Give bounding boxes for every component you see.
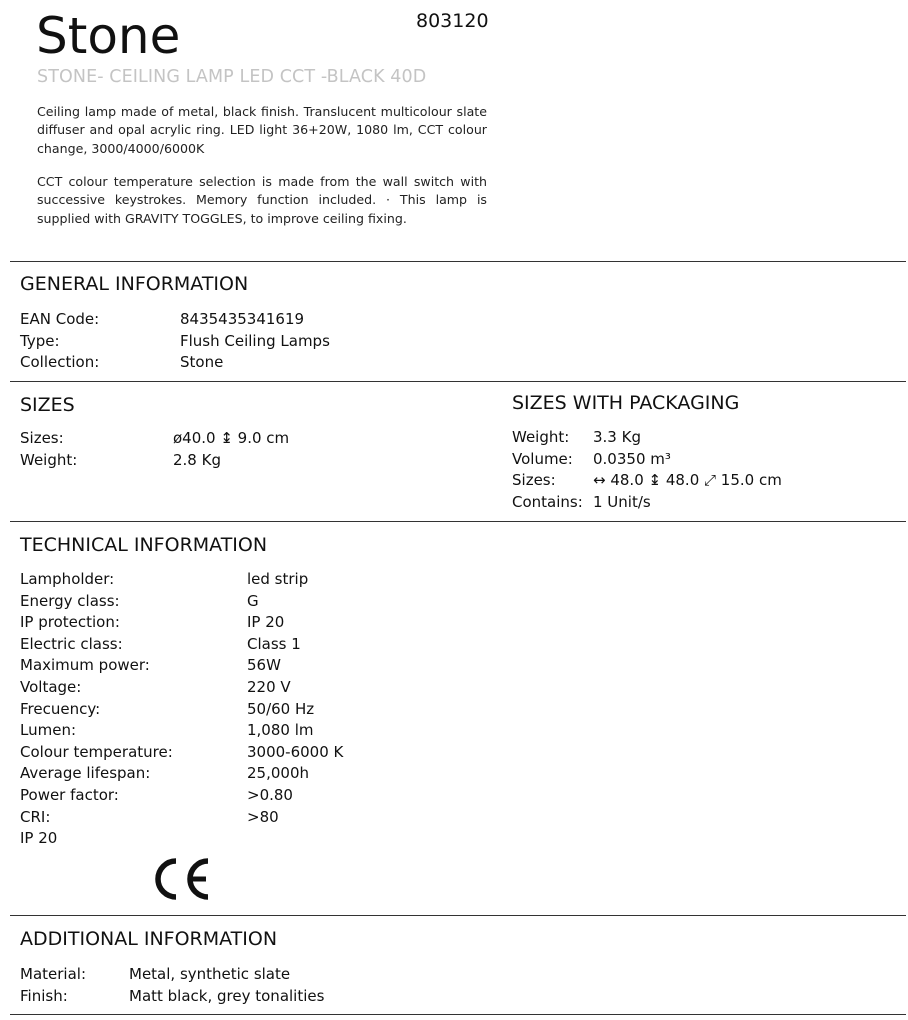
technical-information-list xyxy=(20,569,343,850)
info-value: Class 1 xyxy=(247,634,301,653)
info-value: 50/60 Hz xyxy=(247,699,315,718)
info-row xyxy=(20,677,343,699)
ip-note-text: IP 20 xyxy=(20,829,58,848)
info-row xyxy=(20,428,289,450)
info-row xyxy=(20,331,330,353)
info-value: IP 20 xyxy=(247,613,285,632)
info-value: Matt black, grey tonalities xyxy=(129,986,325,1005)
info-value: 220 V xyxy=(247,677,291,696)
info-value: ø40.0 ↨ 9.0 cm xyxy=(173,429,290,447)
info-label: Colour temperature: xyxy=(20,742,173,761)
info-value: 25,000h xyxy=(247,764,309,783)
info-value: ↔ 48.0 ↨ 48.0 ⤢ 15.0 cm xyxy=(593,471,782,490)
info-row xyxy=(20,309,330,331)
divider xyxy=(10,381,906,382)
info-label: Lumen: xyxy=(20,721,77,740)
info-label: Sizes: xyxy=(20,429,64,447)
info-label: Voltage: xyxy=(20,677,82,696)
info-label: Weight: xyxy=(512,428,570,446)
info-label: Energy class: xyxy=(20,591,120,610)
info-row xyxy=(20,785,343,807)
info-label: Type: xyxy=(20,331,60,350)
general-information-list xyxy=(20,309,330,374)
info-value: 0.0350 m³ xyxy=(593,449,671,468)
info-row xyxy=(20,655,343,677)
info-row xyxy=(20,986,324,1008)
info-value: 1 Unit/s xyxy=(593,492,651,511)
info-label: Weight: xyxy=(20,450,78,469)
info-label: EAN Code: xyxy=(20,310,100,328)
general-information-heading: GENERAL INFORMATION xyxy=(20,273,249,295)
info-value: >0.80 xyxy=(247,785,293,804)
product-code: 803120 xyxy=(416,10,489,32)
info-value: Flush Ceiling Lamps xyxy=(180,331,330,350)
info-row xyxy=(20,807,343,829)
packaging-heading: SIZES WITH PACKAGING xyxy=(512,392,740,414)
info-label: Material: xyxy=(20,965,86,983)
info-value: G xyxy=(247,591,259,610)
info-value: 1,080 lm xyxy=(247,721,314,740)
info-row xyxy=(20,763,343,785)
info-row xyxy=(20,450,289,472)
product-subtitle: STONE- CEILING LAMP LED CCT -BLACK 40D xyxy=(37,67,427,87)
info-row xyxy=(512,427,782,449)
info-row xyxy=(20,591,343,613)
info-label: Electric class: xyxy=(20,634,123,653)
description-paragraph-1: Ceiling lamp made of metal, black finish. Translucent multicolour slate diffuser and opal acrylic ring. LED light 36+20W, 1080 lm, CCT colour change, 3000/4000/6000K xyxy=(37,104,487,156)
info-value: 56W xyxy=(247,656,281,675)
ip-note xyxy=(20,828,343,850)
info-label: CRI: xyxy=(20,807,51,826)
ce-mark-icon xyxy=(150,856,212,902)
product-title: Stone xyxy=(36,7,181,65)
info-label: IP protection: xyxy=(20,613,120,632)
description-paragraph-2: CCT colour temperature selection is made from the wall switch with successive keystrokes. Memory function included. · This lamp is supplied with GRAVITY TOGGLES, to improve ceiling fixing. xyxy=(37,174,487,226)
info-label: Volume: xyxy=(512,449,573,468)
divider xyxy=(10,261,906,262)
sizes-list xyxy=(20,428,289,471)
info-value: 8435435341619 xyxy=(180,310,305,328)
sizes-heading: SIZES xyxy=(20,394,75,416)
info-value: led strip xyxy=(247,570,309,588)
technical-information-heading: TECHNICAL INFORMATION xyxy=(20,534,268,556)
info-row xyxy=(20,634,343,656)
info-label: Power factor: xyxy=(20,785,119,804)
info-label: Average lifespan: xyxy=(20,764,151,783)
info-row xyxy=(512,470,782,492)
info-label: Contains: xyxy=(512,492,583,511)
info-label: Finish: xyxy=(20,986,68,1005)
divider xyxy=(10,1014,906,1015)
packaging-list xyxy=(512,427,782,513)
info-label: Lampholder: xyxy=(20,570,115,588)
additional-information-list xyxy=(20,964,324,1007)
info-value: 2.8 Kg xyxy=(173,450,221,469)
info-label: Maximum power: xyxy=(20,656,150,675)
info-value: Metal, synthetic slate xyxy=(129,965,291,983)
info-row xyxy=(20,964,324,986)
divider xyxy=(10,915,906,916)
info-value: Stone xyxy=(180,353,224,372)
info-value: 3000-6000 K xyxy=(247,742,344,761)
divider xyxy=(10,521,906,522)
info-row xyxy=(20,352,330,374)
info-label: Frecuency: xyxy=(20,699,101,718)
info-label: Sizes: xyxy=(512,471,556,490)
additional-information-heading: ADDITIONAL INFORMATION xyxy=(20,928,278,950)
info-row xyxy=(20,569,343,591)
info-value: >80 xyxy=(247,807,279,826)
info-label: Collection: xyxy=(20,353,100,372)
info-row xyxy=(512,492,782,514)
info-row xyxy=(20,720,343,742)
info-row xyxy=(512,449,782,471)
info-value: 3.3 Kg xyxy=(593,428,641,446)
info-row xyxy=(20,699,343,721)
info-row xyxy=(20,742,343,764)
info-row xyxy=(20,612,343,634)
